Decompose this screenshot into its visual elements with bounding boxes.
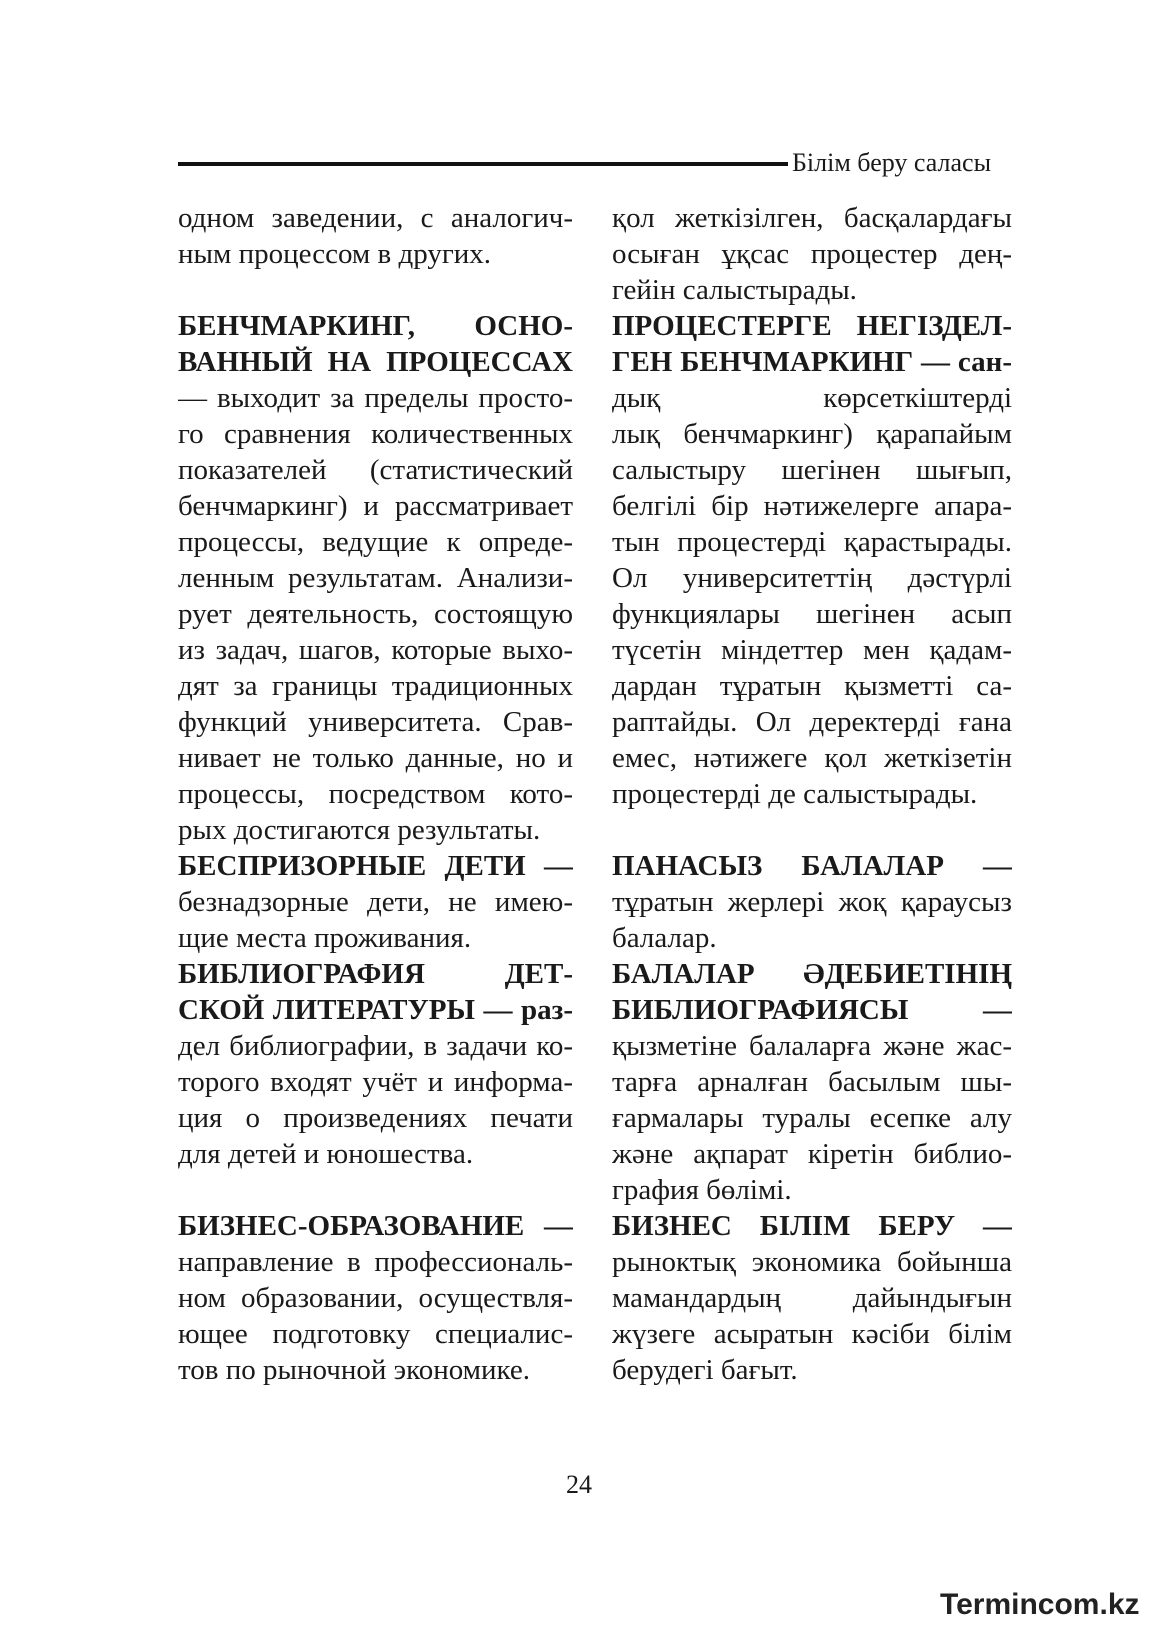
term-heading-line: БИБЛИОГРАФИЯ ДЕТ-: [178, 958, 573, 990]
term-heading-line: БЕНЧМАРКИНГ, ОСНО-: [178, 310, 573, 342]
text-line: функций университета. Срав-: [178, 706, 573, 738]
text-line: процессы, посредством кото-: [178, 778, 573, 810]
text-line: раптайды. Ол деректерді ғана: [612, 706, 1012, 738]
text-line: ющее подготовку специалис-: [178, 1318, 573, 1350]
term-heading-line: ПРОЦЕСТЕРГЕ НЕГІЗДЕЛ-: [612, 310, 1012, 342]
text-line: нивает не только данные, но и: [178, 742, 573, 774]
text-line: рует деятельность, состоящую: [178, 598, 573, 630]
right-column: [612, 200, 1012, 1388]
text-line: функциялары шегінен асып: [612, 598, 1012, 630]
text-line: белгілі бір нәтижелерге апара-: [612, 490, 1012, 522]
text-line: лық бенчмаркинг) қарапайым: [612, 418, 1012, 450]
header-rule: [178, 162, 788, 166]
term-heading-line: ГЕН БЕНЧМАРКИНГ — сан-: [612, 346, 1012, 378]
text-line: тарға арналған басылым шы-: [612, 1066, 1012, 1098]
paragraph-gap: [178, 1172, 573, 1208]
paragraph-gap: [178, 272, 573, 308]
page-number: 24: [566, 1470, 592, 1499]
term-heading-line: БИБЛИОГРАФИЯСЫ —: [612, 994, 1012, 1026]
text-line: торого входят учёт и информа-: [178, 1066, 573, 1098]
text-line: рых достигаются результаты.: [178, 814, 541, 846]
text-line: ленным результатам. Анализи-: [178, 562, 573, 594]
text-line: және ақпарат кіретін библио-: [612, 1138, 1012, 1170]
text-line: Ол университеттің дәстүрлі: [612, 562, 1012, 594]
text-line: ном образовании, осуществля-: [178, 1282, 573, 1314]
text-line: тов по рыночной экономике.: [178, 1354, 531, 1386]
text-line: салыстыру шегінен шығып,: [612, 454, 1012, 486]
text-line: дел библиографии, в задачи ко-: [178, 1030, 573, 1062]
text-line: берудегі бағыт.: [612, 1354, 798, 1386]
text-line: тын процестерді қарастырады.: [612, 526, 1012, 558]
paragraph-gap: [612, 812, 1012, 848]
text-line: дят за границы традиционных: [178, 670, 573, 702]
text-line: дардан тұратын қызметті са-: [612, 670, 1012, 702]
running-title: Білім беру саласы: [792, 148, 992, 177]
text-line: түсетін міндеттер мен қадам-: [612, 634, 1012, 666]
text-line: емес, нәтижеге қол жеткізетін: [612, 742, 1012, 774]
term-heading-line: ВАННЫЙ НА ПРОЦЕССАХ: [178, 346, 573, 378]
text-line: дық көрсеткіштерді: [612, 382, 1012, 414]
text-line: ным процессом в других.: [178, 238, 492, 270]
text-line: щие места проживания.: [178, 922, 472, 954]
term-heading-line: ПАНАСЫЗ БАЛАЛАР —: [612, 850, 1012, 882]
text-line: рыноктық экономика бойынша: [612, 1246, 1012, 1278]
text-line: қол жеткізілген, басқалардағы: [612, 202, 1012, 234]
watermark-logo: [940, 1588, 1140, 1626]
text-line: қызметіне балаларға және жас-: [612, 1030, 1012, 1062]
term-heading-line: БАЛАЛАР ӘДЕБИЕТІНІҢ: [612, 958, 1012, 990]
term-heading-line: БИЗНЕС БІЛІМ БЕРУ —: [612, 1210, 1012, 1242]
text-line: — выходит за пределы просто-: [178, 382, 573, 414]
text-line: для детей и юношества.: [178, 1138, 474, 1170]
text-line: безнадзорные дети, не имею-: [178, 886, 573, 918]
text-line: бенчмаркинг) и рассматривает: [178, 490, 573, 522]
text-line: балалар.: [612, 922, 717, 954]
text-line: направление в профессиональ-: [178, 1246, 573, 1278]
term-heading-line: БЕСПРИЗОРНЫЕ ДЕТИ —: [178, 850, 573, 882]
text-line: гейін салыстырады.: [612, 274, 857, 306]
text-line: ция о произведениях печати: [178, 1102, 573, 1134]
text-line: осыған ұқсас процестер дең-: [612, 238, 1012, 270]
text-line: одном заведении, с аналогич-: [178, 202, 573, 234]
term-heading-line: БИЗНЕС-ОБРАЗОВАНИЕ —: [178, 1210, 573, 1242]
text-line: графия бөлімі.: [612, 1174, 792, 1206]
text-line: жүзеге асыратын кәсіби білім: [612, 1318, 1012, 1350]
left-column: [178, 200, 573, 1388]
text-line: го сравнения количественных: [178, 418, 573, 450]
term-heading-line: СКОЙ ЛИТЕРАТУРЫ — раз-: [178, 994, 573, 1026]
text-line: мамандардың дайындығын: [612, 1282, 1012, 1314]
text-line: показателей (статистический: [178, 454, 573, 486]
text-line: процессы, ведущие к опреде-: [178, 526, 573, 558]
text-line: из задач, шагов, которые выхо-: [178, 634, 573, 666]
text-line: тұратын жерлері жоқ қараусыз: [612, 886, 1012, 918]
text-line: ғармалары туралы есепке алу: [612, 1102, 1012, 1134]
text-line: процестерді де салыстырады.: [612, 778, 978, 810]
watermark-text: Termincom.kz: [940, 1588, 1140, 1621]
